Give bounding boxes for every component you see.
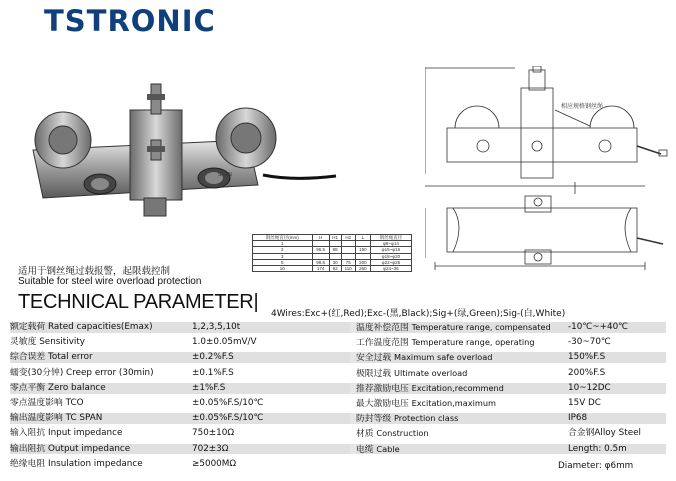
dimension-cell: 200: [355, 259, 370, 265]
parameter-name-en: Construction: [376, 428, 429, 439]
dimension-cell: 钢丝绳直径: [370, 235, 411, 241]
parameter-name-en: Maximum safe overload: [394, 352, 493, 363]
brand-logo-text: TSTRONIC: [44, 4, 216, 38]
parameter-value: 15V DC: [568, 398, 601, 408]
parameter-left-cell: [10, 368, 350, 379]
product-photo: [18, 80, 348, 250]
parameter-name-cn: 推荐激励电压: [356, 383, 409, 394]
dimension-cell: 钢丝绳直径(mm): [253, 235, 313, 241]
parameter-name-en: Excitation,maximum: [411, 398, 497, 408]
parameter-name: [10, 368, 154, 379]
parameter-value: 200%F.S: [568, 367, 606, 378]
parameter-name-en: Output impedance: [48, 443, 131, 454]
parameter-name-en: Temperature range, compensated: [411, 322, 551, 332]
parameter-name-en: Ultimate overload: [394, 367, 468, 378]
parameter-value: ±0.1%F.S: [192, 367, 234, 378]
parameter-value: IP68: [568, 413, 588, 424]
parameter-value: -10℃~+40℃: [568, 322, 629, 332]
parameter-left-cell: [10, 352, 350, 363]
parameter-name-en: Creep error (30min): [66, 367, 154, 378]
parameter-right-cell: [356, 413, 666, 424]
dimension-cell: 88: [329, 247, 341, 253]
parameter-name: [10, 398, 84, 409]
parameter-name-cn: 输出阻抗: [10, 443, 46, 454]
technical-drawing: [425, 66, 670, 281]
caption-chinese: 适用于钢丝绳过载报警，起限载控制: [18, 266, 171, 277]
parameter-name: [10, 459, 143, 470]
parameter-name-cn: 材质: [356, 429, 374, 440]
title-text: TECHNICAL PARAMETER: [18, 291, 254, 313]
caption-english: Suitable for steel wire overload protection: [18, 276, 202, 287]
technical-parameter-title: [18, 290, 258, 314]
parameter-value: ±0.05%F.S/10℃: [192, 413, 264, 424]
dimension-cell: 98.5: [312, 259, 329, 265]
parameter-row: [10, 337, 666, 348]
parameter-name: [356, 383, 504, 395]
dimension-cell: 3: [253, 253, 313, 259]
parameter-name: [10, 322, 153, 333]
body-plate-text: SCAN: [218, 172, 232, 178]
parameter-row: [10, 428, 666, 439]
parameter-row: [10, 444, 666, 455]
dimension-cell: φ24~36: [370, 265, 411, 271]
parameter-right-cell: [356, 322, 666, 333]
parameter-value: 10~12DC: [568, 382, 611, 393]
parameter-left-cell: [10, 413, 350, 424]
parameter-value: ±0.2%F.S: [192, 352, 234, 363]
parameter-name-en: Zero balance: [48, 382, 106, 393]
dimension-cell: L: [355, 235, 370, 241]
parameter-name-en: Cable: [376, 443, 400, 454]
dimension-cell: φ22~φ26: [370, 259, 411, 265]
parameter-value: 1,2,3,5,10t: [192, 322, 241, 332]
dimension-cell: 5: [253, 259, 313, 265]
parameter-name-cn: 综合误差: [10, 352, 46, 363]
parameter-left-cell: [10, 398, 350, 409]
parameter-name-en: Input impedance: [48, 428, 123, 439]
parameter-row: [10, 352, 666, 363]
parameter-row: [10, 398, 666, 409]
dimension-cell: 1: [253, 241, 313, 247]
parameter-name-cn: 输出温度影响: [10, 413, 63, 424]
parameter-name: [356, 398, 496, 410]
parameter-name-cn: 灵敏度: [10, 337, 37, 348]
wire-color-legend: 4Wires:Exc+(红,Red);Exc-(黑,Black);Sig+(绿,Green);Sig-(白,White): [271, 309, 566, 319]
parameter-value: ≥5000MΩ: [192, 458, 237, 469]
cable-diameter: Diameter: φ6mm: [558, 461, 634, 471]
parameter-name: [356, 322, 551, 334]
parameter-value: 750±10Ω: [192, 428, 235, 439]
parameter-right-cell: [356, 383, 666, 394]
parameter-name: [10, 352, 93, 363]
parameter-value: 合金钢Alloy Steel: [568, 428, 641, 439]
parameter-right-cell: [356, 337, 666, 348]
parameter-left-cell: [10, 337, 350, 348]
dimension-cell: H2: [341, 235, 355, 241]
parameter-right-cell: [356, 352, 666, 363]
parameter-name: [356, 428, 429, 440]
parameter-name-cn: 蠕变(30分钟): [10, 367, 64, 378]
parameter-name-cn: 输入阻抗: [10, 428, 46, 439]
dimension-cell: 30: [329, 259, 341, 265]
parameter-row: [10, 368, 666, 379]
parameter-right-cell: [356, 444, 666, 455]
parameter-name-en: Insulation impedance: [48, 458, 143, 469]
parameter-value: -30~70℃: [568, 337, 611, 348]
parameter-name: [10, 428, 122, 439]
brand-logo: [44, 6, 264, 36]
dimension-cell: 110: [341, 265, 355, 271]
dimension-cell: 150: [355, 247, 370, 253]
dimension-cell: 75: [341, 259, 355, 265]
parameter-left-cell: [10, 428, 350, 439]
parameter-value: 702±3Ω: [192, 443, 229, 454]
title-cursor-bar: |: [253, 291, 259, 313]
parameter-name-cn: 电缆: [356, 444, 374, 455]
parameter-name-en: Sensitivity: [39, 337, 86, 348]
parameter-name-en: Excitation,recommend: [411, 382, 504, 393]
parameter-name-en: Protection class: [394, 413, 459, 424]
parameter-name: [356, 352, 493, 364]
dimension-table-row: [253, 265, 412, 271]
parameter-name-cn: 温度补偿范围: [356, 323, 409, 333]
parameter-right-cell: [356, 368, 666, 379]
drawing-callout: 相应规格钢丝绳: [561, 103, 604, 110]
parameter-table: [10, 322, 666, 478]
parameter-row: [10, 322, 666, 333]
parameter-name-en: Total error: [48, 352, 93, 363]
parameter-left-cell: [10, 383, 350, 394]
dimension-cell: 2: [253, 247, 313, 253]
parameter-value: ±0.05%F.S/10℃: [192, 398, 264, 408]
dimension-cell: H: [312, 235, 329, 241]
dimension-cell: 174: [312, 265, 329, 271]
parameter-name: [10, 413, 102, 424]
parameter-left-cell: [10, 322, 350, 333]
parameter-name: [356, 368, 467, 380]
parameter-name: [10, 337, 85, 348]
parameter-name-cn: 极限过载: [356, 368, 392, 379]
dimension-table-header: [253, 235, 412, 241]
parameter-left-cell: [10, 444, 350, 455]
parameter-name-en: Rated capacities(Emax): [48, 322, 153, 332]
parameter-name-cn: 零点平衡: [10, 382, 46, 393]
dimension-cell: φ8~φ14: [370, 241, 411, 247]
dimension-cell: H1: [329, 235, 341, 241]
dimension-table: [252, 234, 412, 272]
parameter-name: [356, 444, 400, 456]
parameter-right-cell: [356, 428, 666, 439]
parameter-name-cn: 绝缘电阻: [10, 458, 46, 469]
parameter-right-cell: [356, 398, 666, 409]
parameter-name: [10, 444, 130, 455]
parameter-name-en: TCO: [65, 398, 84, 408]
parameter-row: [10, 413, 666, 424]
parameter-value: ±1%F.S: [192, 382, 226, 393]
parameter-row: [10, 383, 666, 394]
parameter-value: Length: 0.5m: [568, 443, 627, 454]
parameter-name-en: TC SPAN: [65, 413, 103, 424]
parameter-name-cn: 最大激励电压: [356, 399, 409, 409]
parameter-name: [356, 337, 535, 349]
dimension-cell: φ18~φ20: [370, 253, 411, 259]
parameter-name-cn: 零点温度影响: [10, 398, 63, 408]
dimension-cell: 96.5: [312, 247, 329, 253]
dimension-cell: φ15~φ16: [370, 247, 411, 253]
parameter-name-cn: 额定载荷: [10, 322, 46, 332]
parameter-name-cn: 防封等级: [356, 414, 392, 425]
dimension-cell: 10: [253, 265, 313, 271]
parameter-left-cell: [10, 459, 350, 470]
parameter-name: [356, 413, 458, 425]
dimension-cell: 260: [355, 265, 370, 271]
parameter-name-cn: 工作温度范围: [356, 338, 409, 349]
parameter-value: 1.0±0.05mV/V: [192, 337, 257, 348]
parameter-name: [10, 383, 106, 394]
parameter-value: 150%F.S: [568, 352, 606, 363]
parameter-name-en: Temperature range, operating: [411, 337, 535, 348]
parameter-name-cn: 安全过载: [356, 353, 392, 364]
dimension-cell: 92: [329, 265, 341, 271]
